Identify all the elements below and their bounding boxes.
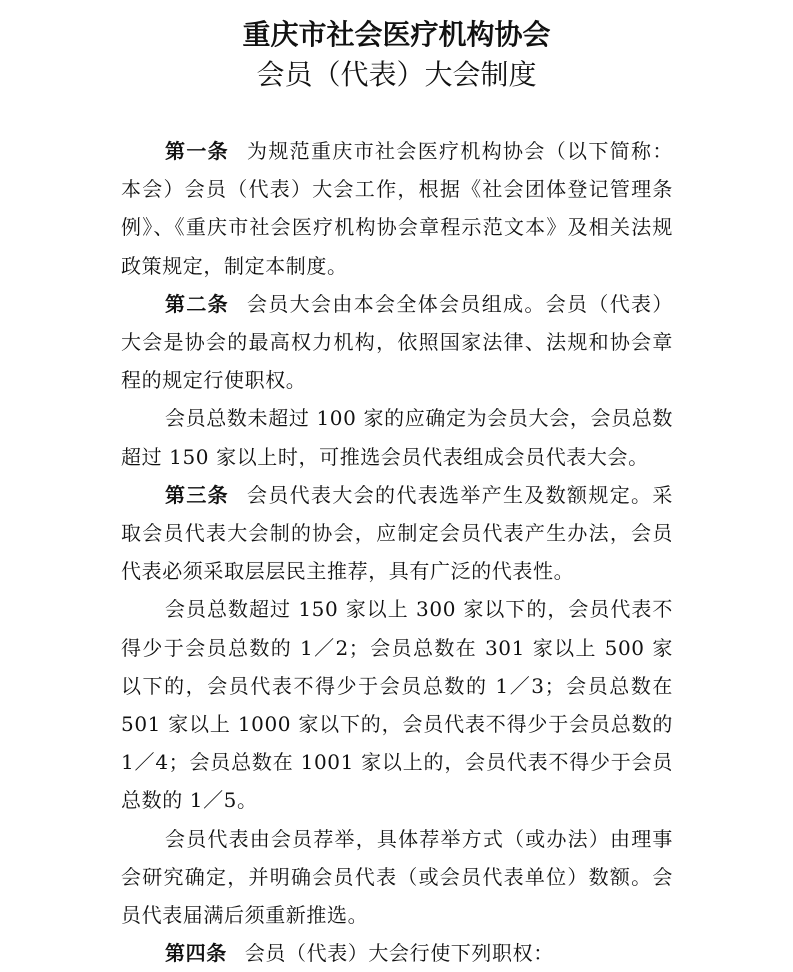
title-regulation-name: 会员（代表）大会制度: [256, 58, 537, 91]
article-text: 会员代表大会的代表选举产生及数额规定。采取会员代表大会制的协会，应制定会员代表产生办法，会员代表必须采取层层民主推荐，具有广泛的代表性。: [121, 482, 673, 584]
article-2: [121, 285, 673, 400]
article-label: 第一条: [165, 139, 230, 163]
article-text: 会员代表由会员荐举，具体荐举方式（或办法）由理事会研究确定，并明确会员代表（或会员代表单位）数额。会员代表届满后须重新推选。: [121, 826, 673, 928]
title-organization: 重庆市社会医疗机构协会: [242, 18, 551, 51]
article-text: 会员大会由本会全体会员组成。会员（代表）大会是协会的最高权力机构，依照国家法律、法规和协会章程的规定行使职权。: [121, 291, 673, 393]
article-label: 第三条: [165, 482, 230, 507]
article-4: [121, 934, 673, 972]
article-label: 第二条: [165, 291, 230, 316]
article-2-clause: [121, 399, 673, 475]
article-label: 第四条: [165, 941, 227, 966]
article-3-clause-quota: [121, 590, 673, 819]
article-3: [121, 476, 673, 591]
article-text: 会员（代表）大会行使下列职权：: [244, 941, 554, 966]
article-3-clause-nomination: [121, 820, 673, 935]
article-1: [121, 132, 673, 285]
article-text: 会员总数超过 150 家以上 300 家以下的，会员代表不得少于会员总数的 1／2；会员总数在 301 家以上 500 家以下的，会员代表不得少于会员总数的 1／3；会员总数在 501 家以上 1000 家以下的，会员代表不得少于会员总数的 1／4；会员总数在 1001 家以上的，会员代表不得少于会员总数的 1／5。: [121, 597, 673, 813]
article-text: 为规范重庆市社会医疗机构协会（以下简称：本会）会员（代表）大会工作，根据《社会团体登记管理条例》、《重庆市社会医疗机构协会章程示范文本》及相关法规政策规定，制定本制度。: [121, 139, 673, 278]
article-text: 会员总数未超过 100 家的应确定为会员大会，会员总数超过 150 家以上时，可推选会员代表组成会员代表大会。: [121, 406, 673, 469]
document-body: [121, 132, 673, 972]
document-title: [0, 16, 793, 94]
